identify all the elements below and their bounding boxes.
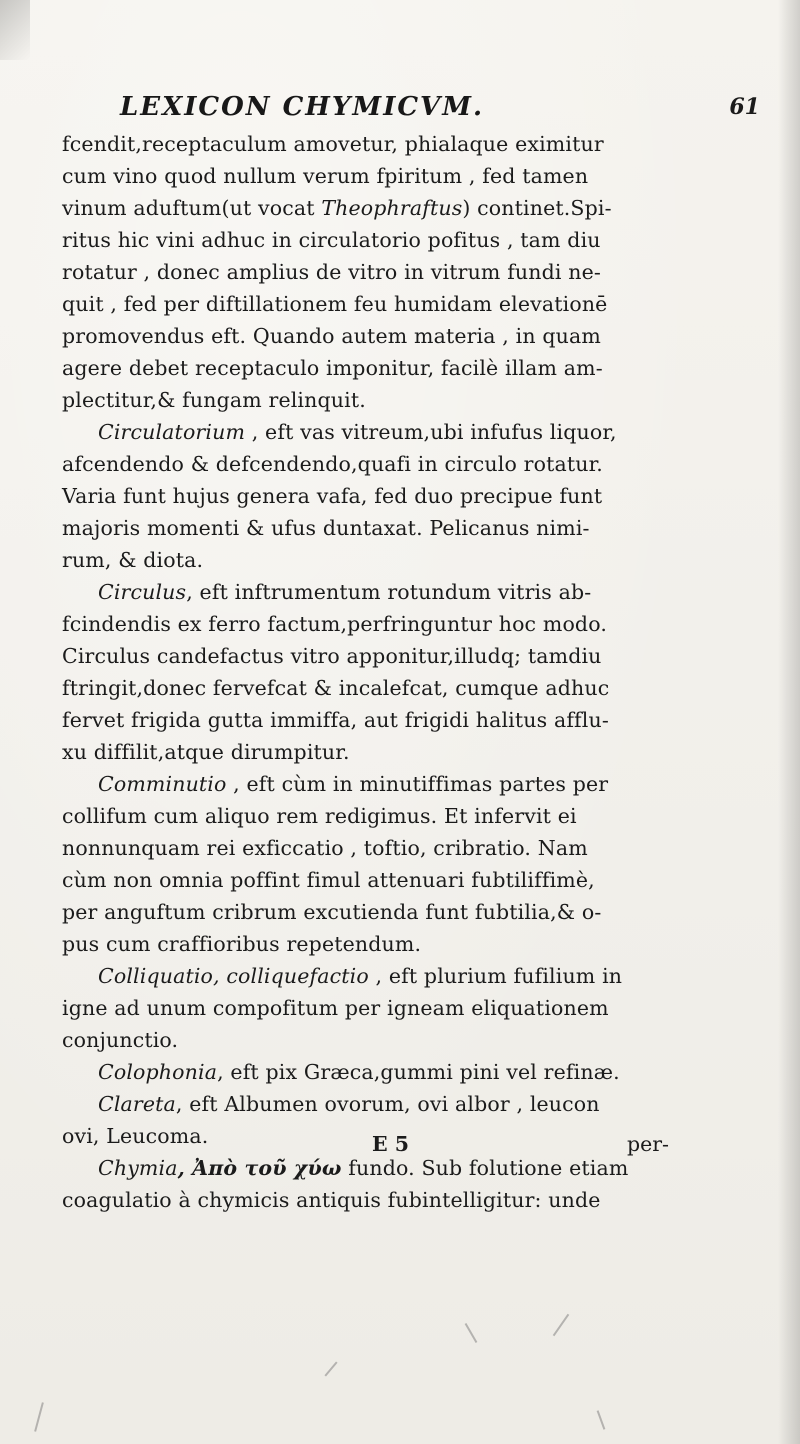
text-line: igne ad unum compofitum per igneam eliquationem: [62, 996, 609, 1020]
text-line: ftringit,donec fervefcat & incalefcat, cumque adhuc: [62, 676, 610, 700]
text-line: plectitur,& fungam relinquit.: [62, 388, 366, 412]
text-line: ovi, Leucoma.: [62, 1124, 209, 1148]
entry-term: Circulus: [98, 580, 187, 604]
text-line: Circulus candefactus vitro apponitur,illudq; tamdiu: [62, 644, 602, 668]
entry-term: Clareta: [98, 1092, 176, 1116]
text-line: collifum cum aliquo rem redigimus. Et infervit ei: [62, 804, 577, 828]
text-line: xu diffilit,atque dirumpitur.: [62, 740, 350, 764]
ink-speck: [465, 1323, 478, 1343]
text-line: afcendendo & defcendendo,quafi in circulo rotatur.: [62, 452, 603, 476]
text-line: rum, & diota.: [62, 548, 204, 572]
page-header: [120, 92, 760, 126]
text-line: cùm non omnia poffint fimul attenuari fubtiliffimè,: [62, 868, 595, 892]
text-line: per anguftum cribrum excutienda funt fubtilia,& o-: [62, 900, 602, 924]
entry-comminutio: Comminutio , eft cùm in minutiffimas partes per: [98, 772, 609, 796]
catchword: per-: [627, 1132, 669, 1156]
ink-speck: [553, 1314, 570, 1336]
text-line: cum vino quod nullum verum fpiritum , fed tamen: [62, 164, 589, 188]
text-line: Varia funt hujus genera vafa, fed duo precipue funt: [62, 484, 603, 508]
text-line: fcendit,receptaculum amovetur, phialaque eximitur: [62, 132, 604, 156]
page-number: 61: [729, 94, 760, 120]
body-text: [62, 128, 712, 1216]
text-line: agere debet receptaculo imponitur, facilè illam am-: [62, 356, 603, 380]
text-line: vinum aduftum(ut vocat Theophraftus) continet.Spi-: [62, 196, 612, 220]
text-line: fcindendis ex ferro factum,perfringuntur hoc modo.: [62, 612, 608, 636]
entry-chymia: Chymia, Ἀπὸ τοῦ χύω fundo. Sub folutione etiam: [98, 1156, 629, 1180]
text-line: quit , fed per diftillationem feu humidam elevationē: [62, 292, 608, 316]
entry-circulatorium: Circulatorium , eft vas vitreum,ubi infufus liquor,: [98, 420, 617, 444]
author-name: Theophraftus: [321, 196, 463, 220]
entry-colliquatio: Colliquatio, colliquefactio , eft plurium fufilium in: [98, 964, 623, 988]
text-line: conjunctio.: [62, 1028, 179, 1052]
text-line: coagulatio à chymicis antiquis fubintelligitur: unde: [62, 1188, 601, 1212]
entry-term: Comminutio: [98, 772, 227, 796]
text-line: promovendus eft. Quando autem materia , in quam: [62, 324, 601, 348]
page-footer: [62, 1128, 712, 1160]
text-line: rotatur , donec amplius de vitro in vitrum fundi ne-: [62, 260, 601, 284]
ink-speck: [34, 1402, 44, 1431]
entry-clareta: Clareta, eft Albumen ovorum, ovi albor , leucon: [98, 1092, 600, 1116]
page-gutter-shadow: [778, 0, 800, 1444]
running-title: LEXICON CHYMICVM.: [120, 92, 485, 122]
signature-mark: E 5: [372, 1132, 410, 1156]
entry-term: Colliquatio, colliquefactio: [98, 964, 369, 988]
text-line: nonnunquam rei exficcatio , toftio, cribratio. Nam: [62, 836, 588, 860]
ink-speck: [324, 1361, 337, 1376]
text-line: fervet frigida gutta immiffa, aut frigidi halitus afflu-: [62, 708, 609, 732]
entry-term: Colophonia: [98, 1060, 218, 1084]
text-line: pus cum craffioribus repetendum.: [62, 932, 422, 956]
ink-speck: [597, 1410, 606, 1429]
entry-circulus: Circulus, eft inftrumentum rotundum vitris ab-: [98, 580, 592, 604]
entry-term: Circulatorium: [98, 420, 246, 444]
text-line: ritus hic vini adhuc in circulatorio pofitus , tam diu: [62, 228, 601, 252]
page-edge-smudge: [0, 0, 30, 60]
greek-etymology: , Ἀπὸ τοῦ χύω: [177, 1156, 342, 1180]
entry-colophonia: Colophonia, eft pix Græca,gummi pini vel refinæ.: [98, 1060, 620, 1084]
entry-term: Chymia: [98, 1156, 178, 1180]
text-line: majoris momenti & ufus duntaxat. Pelicanus nimi-: [62, 516, 590, 540]
